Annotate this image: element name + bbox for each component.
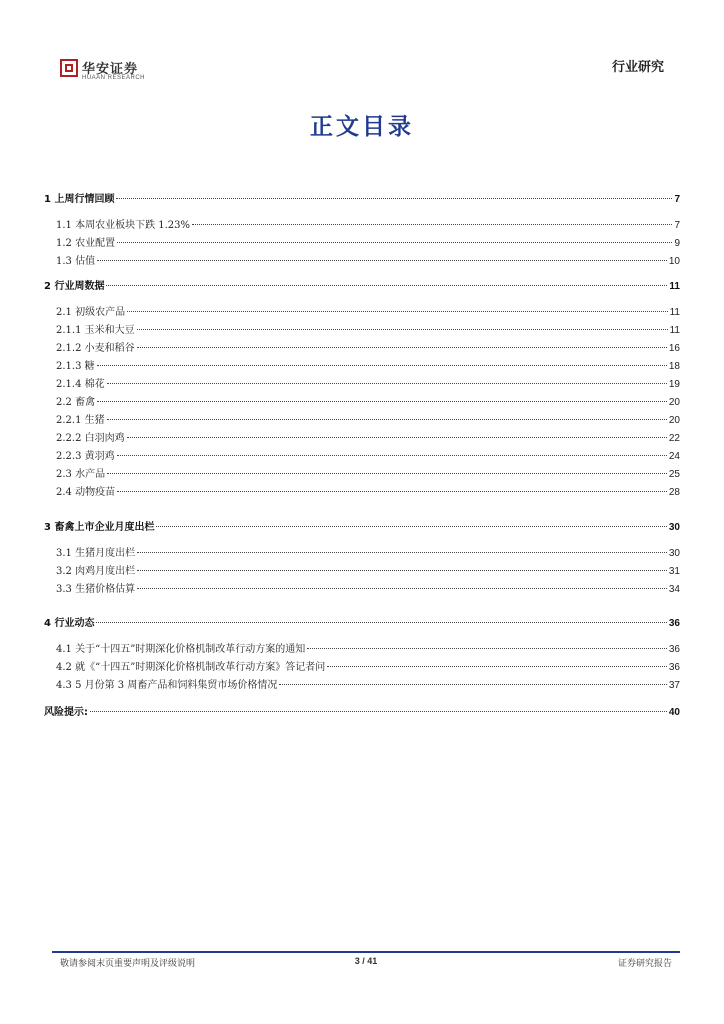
toc-entry-label: 2.3 水产品	[56, 469, 106, 480]
toc-entry-page: 11	[669, 281, 680, 292]
toc-leader-dots	[137, 588, 667, 589]
page-number: 3 / 41	[354, 956, 378, 966]
company-logo	[60, 56, 180, 86]
toc-entry[interactable]	[44, 190, 680, 206]
toc-leader-dots	[117, 455, 667, 456]
toc-entry[interactable]	[44, 518, 680, 534]
toc-entry-label: 4.1 关于“十四五”时期深化价格机制改革行动方案的通知	[56, 644, 306, 655]
toc-leader-dots	[127, 311, 668, 312]
toc-entry[interactable]	[44, 252, 680, 268]
toc-entry-page: 37	[668, 680, 680, 691]
toc-leader-dots	[156, 526, 666, 527]
toc-entry-label: 2.1.3 糖	[56, 361, 95, 372]
page-title: 正文目录	[310, 114, 414, 140]
toc-leader-dots	[127, 437, 667, 438]
toc-entry-label: 1 上周行情回顾	[44, 194, 115, 205]
toc-entry[interactable]	[44, 234, 680, 250]
toc-entry[interactable]	[44, 580, 680, 596]
toc-leader-dots	[97, 260, 667, 261]
toc-entry-page: 20	[668, 415, 680, 426]
toc-entry-page: 40	[668, 707, 680, 718]
toc-entry[interactable]	[44, 411, 680, 427]
toc-entry[interactable]	[44, 703, 680, 719]
toc-leader-dots	[137, 347, 667, 348]
toc-leader-dots	[117, 491, 667, 492]
toc-entry-page: 19	[668, 379, 680, 390]
page-header	[60, 56, 664, 86]
toc-entry-page: 9	[674, 238, 680, 249]
toc-entry[interactable]	[44, 483, 680, 499]
toc-entry[interactable]	[44, 614, 680, 630]
toc-entry-page: 34	[668, 584, 680, 595]
disclaimer-note: 敬请参阅末页重要声明及评级说明	[60, 959, 196, 969]
toc-entry-page: 36	[668, 618, 680, 629]
toc-entry-label: 2.1.2 小麦和稻谷	[56, 343, 135, 354]
toc-entry-label: 2.2.3 黄羽鸡	[56, 451, 115, 462]
toc-entry-label: 3.2 肉鸡月度出栏	[56, 566, 136, 577]
toc-entry-label: 1.1 本周农业板块下跌 1.23%	[56, 220, 191, 231]
toc-entry[interactable]	[44, 658, 680, 674]
toc-entry-page: 20	[668, 397, 680, 408]
toc-leader-dots	[307, 648, 667, 649]
page-footer	[60, 956, 672, 970]
toc-entry-label: 4 行业动态	[44, 618, 95, 629]
toc-entry[interactable]	[44, 429, 680, 445]
toc-leader-dots	[192, 224, 672, 225]
toc-leader-dots	[107, 473, 667, 474]
toc-entry[interactable]	[44, 544, 680, 560]
toc-entry-page: 7	[674, 220, 680, 231]
toc-entry-label: 4.3 5 月份第 3 周畜产品和饲料集贸市场价格情况	[56, 680, 278, 691]
toc-entry-page: 11	[669, 325, 680, 336]
toc-entry-label: 2.2.1 生猪	[56, 415, 105, 426]
toc-entry-label: 2.2 畜禽	[56, 397, 96, 408]
toc-leader-dots	[107, 383, 667, 384]
toc-entry[interactable]	[44, 640, 680, 656]
toc-entry-page: 28	[668, 487, 680, 498]
logo-english-name: HUAAN RESEARCH	[82, 75, 146, 81]
toc-entry-page: 30	[668, 548, 680, 559]
toc-entry-page: 25	[668, 469, 680, 480]
toc-leader-dots	[96, 622, 666, 623]
toc-entry-page: 16	[668, 343, 680, 354]
toc-entry[interactable]	[44, 562, 680, 578]
toc-entry-page: 31	[668, 566, 680, 577]
toc-entry-page: 30	[668, 522, 680, 533]
toc-entry-label: 2.1.4 棉花	[56, 379, 105, 390]
toc-entry-page: 36	[668, 662, 680, 673]
toc-entry-label: 1.3 估值	[56, 256, 96, 267]
toc-entry-page: 24	[668, 451, 680, 462]
toc-entry-label: 3.1 生猪月度出栏	[56, 548, 136, 559]
report-type: 证券研究报告	[617, 959, 672, 969]
toc-entry[interactable]	[44, 216, 680, 232]
logo-seal-icon	[60, 59, 78, 77]
toc-entry-label: 2.4 动物疫苗	[56, 487, 116, 498]
toc-entry-page: 7	[674, 194, 680, 205]
toc-entry[interactable]	[44, 303, 680, 319]
toc-entry[interactable]	[44, 393, 680, 409]
toc-entry-label: 4.2 就《“十四五”时期深化价格机制改革行动方案》答记者问	[56, 662, 326, 673]
footer-divider	[52, 951, 680, 953]
toc-entry-label: 2.1.1 玉米和大豆	[56, 325, 135, 336]
toc-entry-label: 3.3 生猪价格估算	[56, 584, 136, 595]
toc-leader-dots	[106, 285, 667, 286]
toc-leader-dots	[116, 198, 672, 199]
toc-leader-dots	[279, 684, 667, 685]
report-category: 行业研究	[611, 60, 664, 75]
toc-leader-dots	[97, 365, 667, 366]
logo-chinese-name: 华安证券	[82, 62, 139, 77]
toc-entry-page: 10	[668, 256, 680, 267]
toc-entry[interactable]	[44, 339, 680, 355]
toc-entry-label: 2.1 初级农产品	[56, 307, 126, 318]
toc-leader-dots	[117, 242, 672, 243]
toc-leader-dots	[137, 570, 667, 571]
toc-leader-dots	[327, 666, 667, 667]
toc-leader-dots	[97, 401, 667, 402]
toc-entry-label: 2 行业周数据	[44, 281, 105, 292]
toc-leader-dots	[90, 711, 667, 712]
toc-entry[interactable]	[44, 375, 680, 391]
toc-entry-page: 18	[668, 361, 680, 372]
toc-entry[interactable]	[44, 676, 680, 692]
toc-entry[interactable]	[44, 321, 680, 337]
toc-entry[interactable]	[44, 447, 680, 463]
toc-entry-page: 36	[668, 644, 680, 655]
toc-entry-label: 风险提示:	[44, 707, 88, 718]
toc-leader-dots	[137, 329, 668, 330]
toc-entry-page: 11	[669, 307, 680, 318]
toc-entry[interactable]	[44, 465, 680, 481]
toc-entry-page: 22	[668, 433, 680, 444]
toc-leader-dots	[107, 419, 667, 420]
toc-entry-label: 3 畜禽上市企业月度出栏	[44, 522, 155, 533]
toc-entry[interactable]	[44, 277, 680, 293]
toc-entry[interactable]	[44, 357, 680, 373]
toc-entry-label: 1.2 农业配置	[56, 238, 116, 249]
toc-leader-dots	[137, 552, 667, 553]
toc-entry-label: 2.2.2 白羽肉鸡	[56, 433, 125, 444]
